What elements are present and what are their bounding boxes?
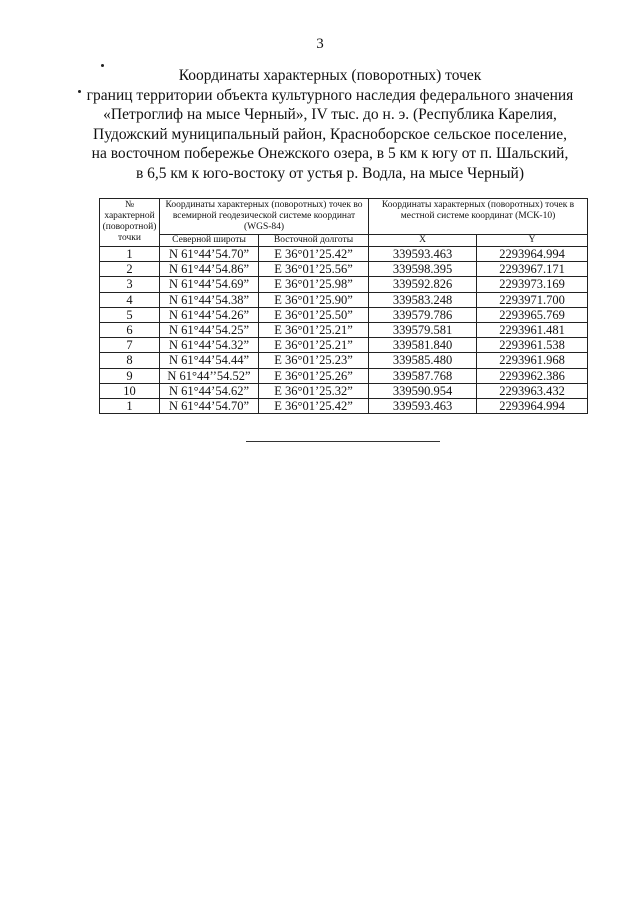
table-row bbox=[100, 247, 588, 262]
longitude-cell: E 36°01’25.42” bbox=[259, 247, 369, 262]
x-cell: 339593.463 bbox=[369, 399, 477, 414]
coordinates-table-body bbox=[100, 247, 588, 414]
longitude-cell: E 36°01’25.90” bbox=[259, 292, 369, 307]
latitude-cell: N 61°44’54.38” bbox=[160, 292, 259, 307]
longitude-cell: E 36°01’25.23” bbox=[259, 353, 369, 368]
table-row bbox=[100, 307, 588, 322]
point-number-cell: 1 bbox=[100, 247, 160, 262]
header-msk10: Координаты характерных (поворотных) точек в местной системе координат (МСК-10) bbox=[369, 199, 588, 235]
point-number-cell: 7 bbox=[100, 338, 160, 353]
title-line: «Петроглиф на мысе Черный», IV тыс. до н. э. (Республика Карелия, bbox=[103, 106, 557, 124]
table-row bbox=[100, 292, 588, 307]
x-cell: 339590.954 bbox=[369, 383, 477, 398]
horizontal-rule bbox=[246, 441, 440, 442]
latitude-cell: N 61°44’54.25” bbox=[160, 323, 259, 338]
title-line: на восточном побережье Онежского озера, в 5 км к югу от п. Шальский, bbox=[91, 145, 569, 163]
latitude-cell: N 61°44’54.70” bbox=[160, 247, 259, 262]
y-cell: 2293964.994 bbox=[477, 399, 588, 414]
x-cell: 339592.826 bbox=[369, 277, 477, 292]
latitude-cell: N 61°44’54.86” bbox=[160, 262, 259, 277]
x-cell: 339581.840 bbox=[369, 338, 477, 353]
x-cell: 339598.395 bbox=[369, 262, 477, 277]
document-title bbox=[40, 66, 620, 184]
x-cell: 339585.480 bbox=[369, 353, 477, 368]
latitude-cell: N 61°44’54.70” bbox=[160, 399, 259, 414]
point-number-cell: 2 bbox=[100, 262, 160, 277]
table-row bbox=[100, 262, 588, 277]
point-number-cell: 9 bbox=[100, 368, 160, 383]
latitude-cell: N 61°44’’54.52” bbox=[160, 368, 259, 383]
latitude-cell: N 61°44’54.44” bbox=[160, 353, 259, 368]
longitude-cell: E 36°01’25.21” bbox=[259, 323, 369, 338]
longitude-cell: E 36°01’25.42” bbox=[259, 399, 369, 414]
y-cell: 2293973.169 bbox=[477, 277, 588, 292]
header-longitude: Восточной долготы bbox=[259, 235, 369, 247]
point-number-cell: 3 bbox=[100, 277, 160, 292]
y-cell: 2293962.386 bbox=[477, 368, 588, 383]
header-point-number: № характерной (поворотной) точки bbox=[100, 199, 160, 247]
y-cell: 2293971.700 bbox=[477, 292, 588, 307]
y-cell: 2293967.171 bbox=[477, 262, 588, 277]
longitude-cell: E 36°01’25.32” bbox=[259, 383, 369, 398]
y-cell: 2293963.432 bbox=[477, 383, 588, 398]
longitude-cell: E 36°01’25.98” bbox=[259, 277, 369, 292]
table-row bbox=[100, 277, 588, 292]
latitude-cell: N 61°44’54.69” bbox=[160, 277, 259, 292]
header-wgs84: Координаты характерных (поворотных) точек во всемирной геодезической системе координат (WGS-84) bbox=[160, 199, 369, 235]
x-cell: 339579.786 bbox=[369, 307, 477, 322]
coordinates-table bbox=[99, 198, 588, 414]
table-row bbox=[100, 399, 588, 414]
page-number: 3 bbox=[316, 36, 324, 52]
title-line: границ территории объекта культурного наследия федерального значения bbox=[86, 86, 574, 104]
title-line: в 6,5 км к юго-востоку от устья р. Водла, на мысе Черный) bbox=[135, 164, 525, 182]
table-row bbox=[100, 383, 588, 398]
y-cell: 2293961.538 bbox=[477, 338, 588, 353]
longitude-cell: E 36°01’25.26” bbox=[259, 368, 369, 383]
longitude-cell: E 36°01’25.21” bbox=[259, 338, 369, 353]
point-number-cell: 10 bbox=[100, 383, 160, 398]
point-number-cell: 4 bbox=[100, 292, 160, 307]
y-cell: 2293961.481 bbox=[477, 323, 588, 338]
table-row bbox=[100, 323, 588, 338]
y-cell: 2293964.994 bbox=[477, 247, 588, 262]
latitude-cell: N 61°44’54.32” bbox=[160, 338, 259, 353]
y-cell: 2293961.968 bbox=[477, 353, 588, 368]
longitude-cell: E 36°01’25.56” bbox=[259, 262, 369, 277]
x-cell: 339579.581 bbox=[369, 323, 477, 338]
x-cell: 339583.248 bbox=[369, 292, 477, 307]
table-row bbox=[100, 338, 588, 353]
point-number-cell: 6 bbox=[100, 323, 160, 338]
header-latitude: Северной широты bbox=[160, 235, 259, 247]
latitude-cell: N 61°44’54.26” bbox=[160, 307, 259, 322]
latitude-cell: N 61°44’54.62” bbox=[160, 383, 259, 398]
x-cell: 339593.463 bbox=[369, 247, 477, 262]
title-line: Пудожский муниципальный район, Красноборское сельское поселение, bbox=[93, 125, 567, 143]
title-line: Координаты характерных (поворотных) точек bbox=[178, 67, 482, 84]
table-row bbox=[100, 353, 588, 368]
point-number-cell: 5 bbox=[100, 307, 160, 322]
longitude-cell: E 36°01’25.50” bbox=[259, 307, 369, 322]
y-cell: 2293965.769 bbox=[477, 307, 588, 322]
x-cell: 339587.768 bbox=[369, 368, 477, 383]
table-row bbox=[100, 368, 588, 383]
point-number-cell: 8 bbox=[100, 353, 160, 368]
header-y: Y bbox=[477, 235, 588, 247]
point-number-cell: 1 bbox=[100, 399, 160, 414]
header-x: X bbox=[369, 235, 477, 247]
